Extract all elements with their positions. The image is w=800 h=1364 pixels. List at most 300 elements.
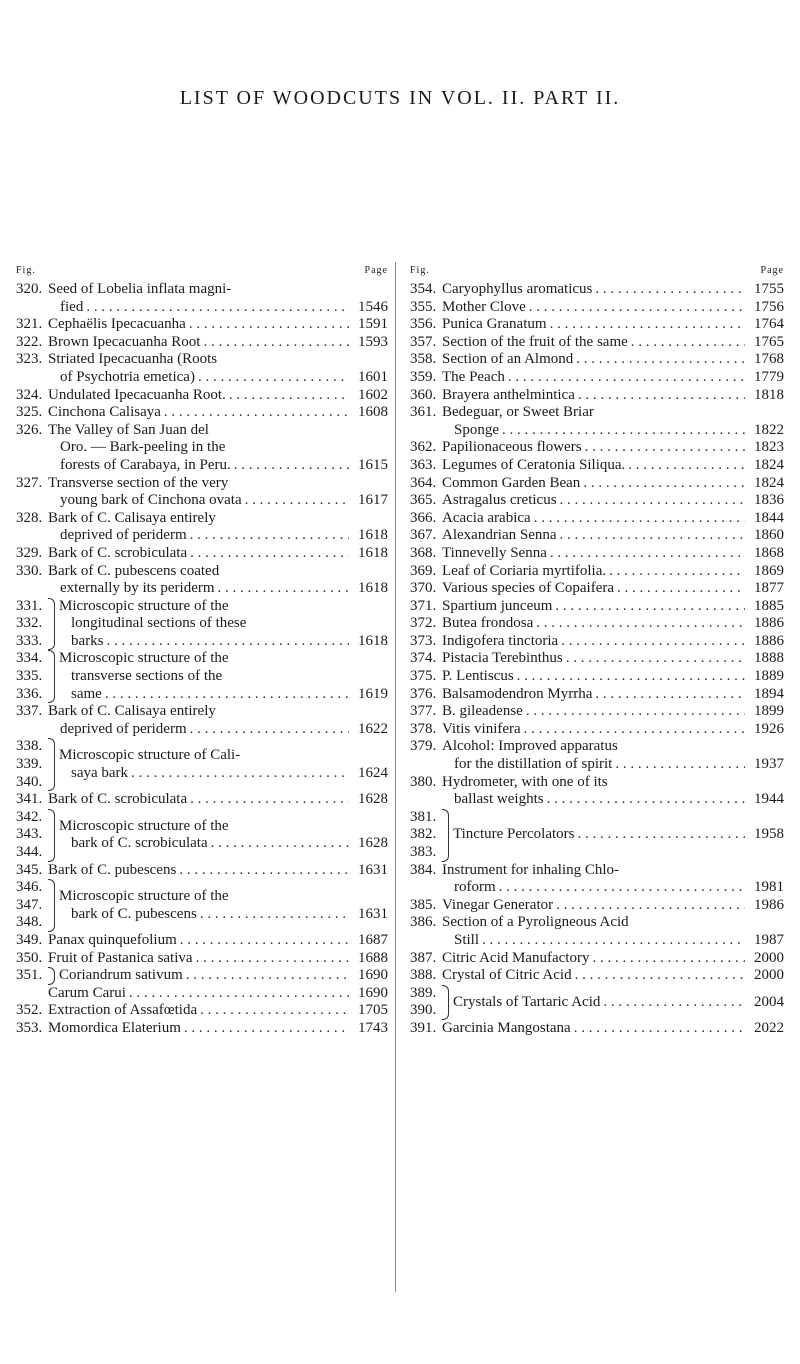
page-number: 1688 [358, 949, 388, 966]
list-item [16, 985, 388, 1003]
entry-body [442, 492, 784, 510]
figure-number-line: 359. [410, 368, 437, 385]
entry-title: Section of the fruit of the same [442, 333, 628, 350]
figure-number-line: 332. [16, 615, 43, 632]
leader-dots [578, 826, 745, 844]
figure-number [410, 334, 442, 352]
page-number: 1628 [358, 835, 388, 852]
figure-number-line [16, 985, 48, 1003]
fig-label: Fig. [16, 265, 36, 276]
entry-title: The Peach [442, 368, 505, 385]
page-number: 1877 [754, 580, 784, 597]
page-number: 1617 [358, 492, 388, 509]
entry-title: Panax quinquefolium [48, 932, 177, 949]
figure-number-line: 330. [16, 562, 43, 579]
entry-title: Vinegar Generator [442, 896, 554, 913]
entry-title: Mother Clove [442, 298, 526, 315]
right-column [410, 262, 784, 1038]
entry-title: bark of C. scrobiculata [71, 835, 208, 852]
figure-number [410, 721, 442, 739]
page-number: 1937 [754, 756, 784, 773]
brace [48, 809, 55, 862]
page-number: 1622 [358, 720, 388, 737]
page-number: 1779 [754, 368, 784, 385]
figure-number [410, 387, 442, 405]
entry-title: Carum Carui [48, 984, 126, 1001]
page-label: Page [760, 265, 784, 276]
leader-dots [189, 316, 349, 334]
entry-title: Alexandrian Senna [442, 527, 557, 544]
leader-dots [575, 967, 745, 985]
list-item [410, 598, 784, 616]
figure-number [16, 598, 48, 651]
entry-title: Transverse section of the very [48, 474, 229, 491]
entry-body [442, 950, 784, 968]
brace [48, 598, 55, 651]
entry-title: ballast weights [454, 791, 544, 808]
figure-number-line: 323. [16, 351, 43, 368]
figure-number [16, 1020, 48, 1038]
list-item [410, 492, 784, 510]
figure-number [410, 316, 442, 334]
figure-number-line: 327. [16, 474, 43, 491]
entry-body [442, 299, 784, 317]
page-number: 1889 [754, 668, 784, 685]
entry-title: saya bark [71, 764, 129, 781]
leader-dots [576, 351, 745, 369]
entry-title: B. gileadense [442, 703, 523, 720]
page-number: 1743 [358, 1020, 388, 1037]
figure-number [410, 686, 442, 704]
figure-number [410, 439, 442, 457]
entry-body [442, 686, 784, 704]
entry-title: Microscopic structure of Cali- [59, 747, 241, 764]
list-item [16, 932, 388, 950]
list-item [16, 862, 388, 880]
figure-number-line: 361. [410, 404, 437, 421]
figure-number [16, 862, 48, 880]
figure-number-line: 334. [16, 650, 43, 667]
leader-dots [585, 439, 745, 457]
entry-title: longitudinal sections of these [71, 615, 247, 632]
entry-body [442, 580, 784, 598]
page-number: 1608 [358, 404, 388, 421]
entry-body [442, 668, 784, 686]
page-number: 1836 [754, 492, 784, 509]
entry-body [442, 439, 784, 457]
figure-number-line: 371. [410, 597, 437, 614]
leader-dots [628, 457, 745, 475]
figure-number-line: 374. [410, 650, 437, 667]
leader-dots [502, 422, 745, 440]
list-item [16, 950, 388, 968]
figure-number [410, 598, 442, 616]
page-number: 1886 [754, 632, 784, 649]
entry-title: Bark of C. Calisaya entirely [48, 509, 216, 526]
page-number: 1822 [754, 421, 784, 438]
figure-number [410, 527, 442, 545]
page-number: 1602 [358, 386, 388, 403]
entry-body [48, 879, 388, 932]
leader-dots [186, 967, 349, 985]
list-item [16, 563, 388, 598]
figure-number [16, 738, 48, 791]
figure-number-line: 322. [16, 333, 43, 350]
leader-dots [203, 334, 349, 352]
entry-title: Seed of Lobelia inflata magni- [48, 281, 232, 297]
figure-number-line: 328. [16, 509, 43, 526]
entry-title: forests of Carabaya, in Peru. [60, 456, 231, 473]
leader-dots [547, 791, 745, 809]
entry-title: Hydrometer, with one of its [442, 773, 608, 790]
entry-body [442, 703, 784, 721]
entry-title: Coriandrum sativum [59, 967, 183, 984]
entry-title: Crystals of Tartaric Acid [453, 993, 601, 1010]
figure-number-line: 320. [16, 281, 43, 297]
leader-dots [603, 994, 745, 1012]
page-number: 1593 [358, 333, 388, 350]
page-number: 1705 [358, 1002, 388, 1019]
entry-title: Instrument for inhaling Chlo- [442, 861, 620, 878]
entry-body [48, 404, 388, 422]
entry-title: Microscopic structure of the [59, 597, 229, 614]
brace [442, 985, 449, 1020]
page-number: 1631 [358, 861, 388, 878]
entry-title: roform [454, 879, 496, 896]
figure-number-line: 388. [410, 967, 437, 984]
figure-number-line: 324. [16, 386, 43, 403]
entry-title: P. Lentiscus [442, 668, 514, 685]
figure-number [16, 1002, 48, 1020]
figure-number-line: 373. [410, 632, 437, 649]
figure-number-line: 379. [410, 738, 437, 755]
column-header [410, 262, 784, 280]
list-item [410, 985, 784, 1020]
figure-number-line: 369. [410, 562, 437, 579]
entry-body [48, 334, 388, 352]
page-number: 1885 [754, 597, 784, 614]
list-item [16, 387, 388, 405]
figure-number [410, 351, 442, 369]
page-number: 2000 [754, 949, 784, 966]
list-item [410, 738, 784, 773]
figure-number-line: 368. [410, 544, 437, 561]
entry-title: Citric Acid Manufactory [442, 949, 590, 966]
entry-body [442, 475, 784, 493]
entry-title: Astragalus creticus [442, 492, 557, 509]
leader-dots [526, 703, 745, 721]
entry-title: Common Garden Bean [442, 474, 581, 491]
figure-number-line: 341. [16, 791, 43, 808]
page-title: LIST OF WOODCUTS IN VOL. II. PART II. [179, 87, 621, 109]
entry-title: Still [454, 931, 480, 948]
figure-number-line: 348. [16, 914, 43, 931]
leader-dots [190, 527, 349, 545]
page-number: 1619 [358, 685, 388, 702]
figure-number [410, 545, 442, 563]
entry-title: Spartium junceum [442, 597, 553, 614]
figure-number-line: 321. [16, 316, 43, 333]
figure-number [16, 791, 48, 809]
list-item [410, 351, 784, 369]
list-item [16, 738, 388, 791]
figure-number-line: 335. [16, 668, 43, 685]
entry-body [442, 650, 784, 668]
entry-body [442, 545, 784, 563]
figure-number [410, 580, 442, 598]
left-column [16, 262, 388, 1038]
list-item [16, 475, 388, 510]
entry-body [48, 650, 388, 703]
figure-number [16, 985, 48, 1003]
entry-title: Garcinia Mangostana [442, 1019, 571, 1036]
leader-dots [524, 721, 745, 739]
figure-number [410, 862, 442, 880]
entry-title: Bark of C. scrobiculata [48, 791, 188, 808]
leader-dots [200, 1002, 349, 1020]
column-divider [395, 262, 396, 1292]
figure-number-line: 364. [410, 474, 437, 491]
leader-dots [583, 475, 745, 493]
entry-body [442, 369, 784, 387]
figure-number-line: 338. [16, 738, 43, 755]
page-number: 1868 [754, 544, 784, 561]
leader-dots [517, 668, 745, 686]
entry-body [48, 316, 388, 334]
entry-title: deprived of periderm [60, 527, 187, 544]
leader-dots [218, 580, 349, 598]
leader-dots [131, 765, 349, 783]
list-item [410, 563, 784, 581]
figure-number [410, 985, 442, 1020]
list-item [410, 1020, 784, 1038]
list-item [410, 457, 784, 475]
list-item [16, 422, 388, 475]
figure-number-line: 366. [410, 509, 437, 526]
entry-title: Butea frondosa [442, 615, 534, 632]
entry-body [442, 985, 784, 1020]
entry-body [48, 950, 388, 968]
figure-number-line: 340. [16, 773, 43, 790]
figure-number-line: 356. [410, 316, 437, 333]
column-header [16, 262, 388, 280]
entry-body [442, 1020, 784, 1038]
list-item [16, 879, 388, 932]
leader-dots [105, 686, 349, 704]
entry-title: Microscopic structure of the [59, 817, 229, 834]
entry-body [48, 545, 388, 563]
entry-title: Bedeguar, or Sweet Briar [442, 404, 594, 421]
page-number: 2000 [754, 967, 784, 984]
entry-title: Alcohol: Improved apparatus [442, 738, 618, 755]
entry-body [442, 914, 784, 949]
figure-number [16, 422, 48, 440]
entry-title: Section of a Pyroligneous Acid [442, 914, 629, 931]
brace [48, 967, 55, 985]
page-number: 1690 [358, 967, 388, 984]
list-item [410, 914, 784, 949]
leader-dots [574, 1020, 745, 1038]
entry-body [48, 598, 388, 651]
page-number: 1824 [754, 456, 784, 473]
figure-number-line: 383. [410, 844, 437, 860]
leader-dots [560, 492, 745, 510]
leader-dots [631, 334, 745, 352]
entry-title: Tinnevelly Senna [442, 544, 547, 561]
figure-number-line: 360. [410, 386, 437, 403]
figure-number-line: 363. [410, 456, 437, 473]
entry-body [442, 316, 784, 334]
figure-number [410, 738, 442, 756]
page-number: 1687 [358, 932, 388, 949]
entry-body [442, 281, 784, 299]
figure-number-line: 384. [410, 861, 437, 878]
entry-title: Oro. — Bark-peeling in the [60, 439, 226, 456]
entry-title: Legumes of Ceratonia Siliqua. [442, 456, 626, 473]
figure-number [16, 650, 48, 703]
figure-number [16, 475, 48, 493]
figure-number [16, 351, 48, 369]
entry-title: Tincture Percolators [453, 826, 575, 843]
entry-body [442, 809, 784, 862]
list-item [410, 615, 784, 633]
page-number: 1690 [358, 984, 388, 1001]
page-number: 1756 [754, 298, 784, 315]
entry-body [442, 633, 784, 651]
page-number: 1958 [754, 826, 784, 843]
entry-title: Section of an Almond [442, 351, 574, 368]
page-number: 1824 [754, 474, 784, 491]
figure-number-line: 336. [16, 685, 43, 702]
list-item [16, 510, 388, 545]
leader-dots [550, 545, 745, 563]
figure-number-line: 352. [16, 1002, 43, 1019]
figure-number-line: 376. [410, 685, 437, 702]
entry-title: Crystal of Citric Acid [442, 967, 572, 984]
figure-number-line: 343. [16, 826, 43, 843]
entry-title: Caryophyllus aromaticus [442, 281, 593, 297]
figure-number-line: 339. [16, 756, 43, 773]
entry-title: Striated Ipecacuanha (Roots [48, 351, 218, 368]
entry-body [48, 1020, 388, 1038]
entry-list [410, 281, 784, 1038]
figure-number-line: 370. [410, 580, 437, 597]
figure-number-line: 351. [16, 967, 43, 984]
leader-dots [561, 633, 745, 651]
page-number: 1615 [358, 456, 388, 473]
page-number: 1926 [754, 720, 784, 737]
figure-number-line: 378. [410, 720, 437, 737]
leader-dots [86, 299, 349, 317]
entry-title: same [71, 685, 102, 702]
page-number: 1823 [754, 439, 784, 456]
list-item [16, 334, 388, 352]
list-item [410, 580, 784, 598]
figure-number-line: 337. [16, 703, 43, 720]
leader-dots [560, 527, 745, 545]
leader-dots [595, 686, 745, 704]
list-item [410, 387, 784, 405]
entry-title: Cephaëlis Ipecacuanha [48, 316, 186, 333]
figure-number [410, 1020, 442, 1038]
leader-dots [555, 598, 745, 616]
figure-number-line: 355. [410, 298, 437, 315]
page-number: 1869 [754, 562, 784, 579]
figure-number-line: 333. [16, 632, 43, 649]
entry-body [442, 615, 784, 633]
figure-number [16, 387, 48, 405]
list-item [410, 527, 784, 545]
list-item [16, 650, 388, 703]
entry-title: Acacia arabica [442, 509, 531, 526]
list-item [410, 686, 784, 704]
figure-number [410, 510, 442, 528]
entry-title: Brayera anthelmintica [442, 386, 575, 403]
figure-number [16, 316, 48, 334]
leader-dots [578, 387, 745, 405]
page-number: 1628 [358, 791, 388, 808]
entry-title: fied [60, 298, 84, 315]
page-number: 1618 [358, 632, 388, 649]
list-item [410, 334, 784, 352]
page-number: 1981 [754, 879, 784, 896]
page-number: 2022 [754, 1019, 784, 1036]
figure-number-line: 382. [410, 826, 437, 843]
list-item [410, 950, 784, 968]
entry-body [48, 738, 388, 791]
figure-number-line: 362. [410, 439, 437, 456]
entry-body [48, 422, 388, 475]
list-item [410, 316, 784, 334]
leader-dots [107, 633, 350, 651]
entry-title: Sponge [454, 421, 499, 438]
entry-title: The Valley of San Juan del [48, 421, 209, 438]
entry-body [48, 387, 388, 405]
figure-number-line: 389. [410, 984, 437, 1001]
figure-number [410, 633, 442, 651]
figure-number-line: 345. [16, 861, 43, 878]
page-number: 2004 [754, 993, 784, 1010]
entry-body [48, 985, 388, 1003]
fig-label: Fig. [410, 265, 430, 276]
leader-dots [164, 404, 349, 422]
list-item [410, 545, 784, 563]
leader-dots [508, 369, 745, 387]
figure-number-line: 365. [410, 492, 437, 509]
entry-title: Papilionaceous flowers [442, 439, 582, 456]
figure-number [410, 299, 442, 317]
figure-number-line: 331. [16, 597, 43, 614]
figure-number-line: 346. [16, 879, 43, 896]
list-item [410, 281, 784, 299]
figure-number [410, 668, 442, 686]
figure-number [16, 563, 48, 581]
entry-body [48, 563, 388, 598]
list-item [410, 897, 784, 915]
entry-body [48, 475, 388, 510]
entry-title: Bark of C. pubescens [48, 861, 177, 878]
leader-dots [566, 650, 745, 668]
page-number: 1618 [358, 527, 388, 544]
figure-number [410, 774, 442, 792]
page-number: 1888 [754, 650, 784, 667]
list-item [410, 633, 784, 651]
list-item [410, 862, 784, 897]
leader-dots [190, 545, 349, 563]
entry-title: Various species of Copaifera [442, 580, 615, 597]
list-item [16, 351, 388, 386]
entry-title: Extraction of Assafœtida [48, 1002, 198, 1019]
